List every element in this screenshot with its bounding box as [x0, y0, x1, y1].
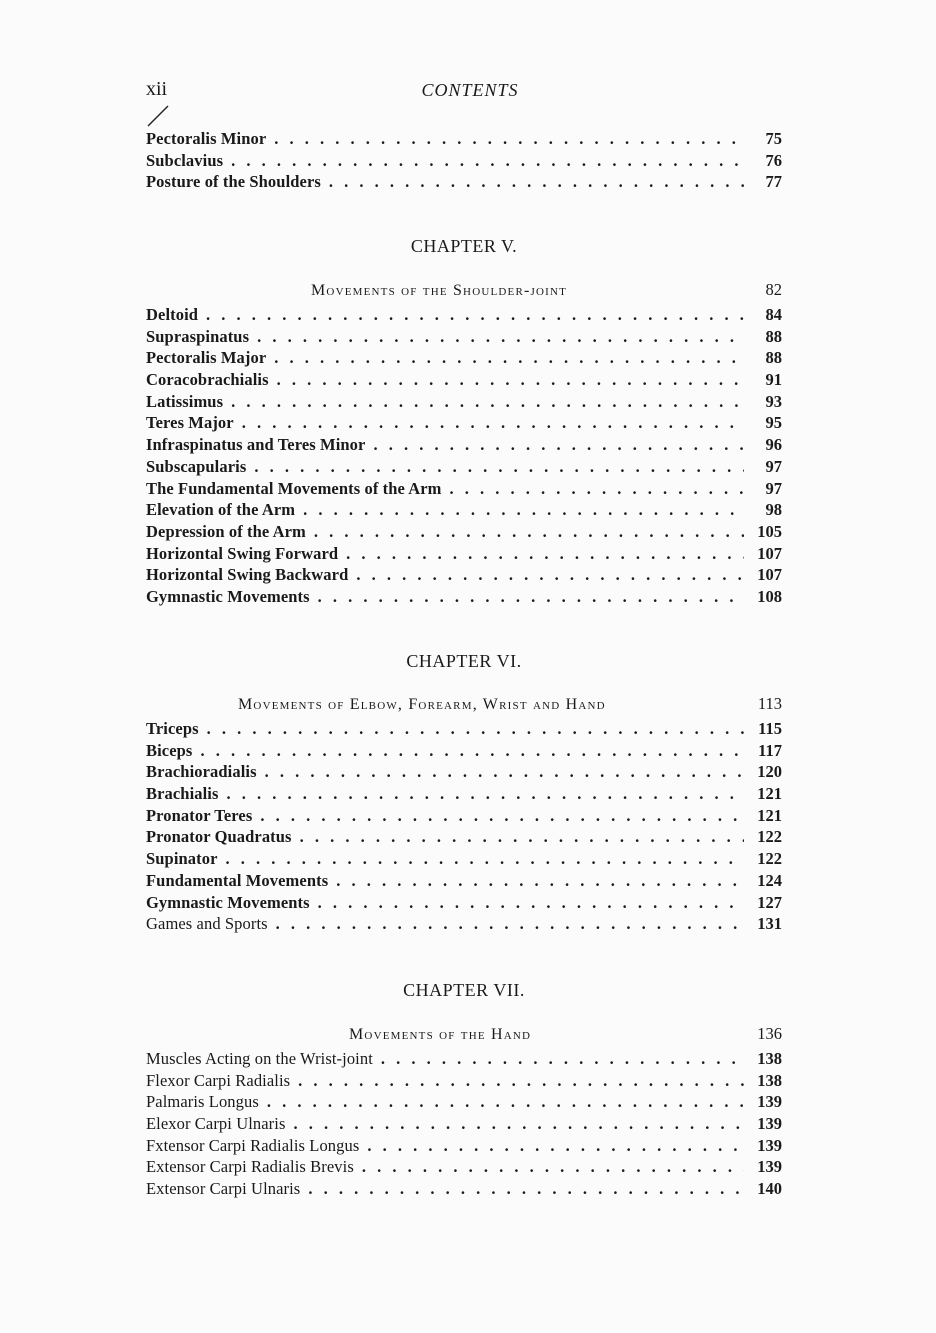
entry-label: Pronator Teres	[146, 805, 253, 825]
toc-entry[interactable]	[146, 171, 782, 193]
leader-dots	[373, 434, 744, 456]
chapter-5-contents	[146, 280, 782, 608]
section-page: 113	[757, 694, 782, 713]
entry-page: 120	[757, 762, 782, 782]
entry-label: Gymnastic Movements	[146, 892, 310, 912]
leader-dots	[242, 412, 744, 434]
pencil-tick-mark-icon	[146, 104, 170, 128]
toc-entry[interactable]	[146, 499, 782, 521]
toc-entry[interactable]	[146, 478, 782, 500]
entry-page: 139	[757, 1135, 782, 1155]
toc-entry[interactable]	[146, 826, 782, 848]
entry-page: 124	[757, 870, 782, 890]
entry-label: Fundamental Movements	[146, 870, 329, 890]
toc-entry[interactable]	[146, 892, 782, 914]
leader-dots	[231, 391, 744, 413]
entry-label: Elevation of the Arm	[146, 500, 296, 520]
entry-page: 98	[765, 500, 782, 520]
entry-label: Brachioradialis	[146, 762, 257, 782]
entry-label: Supinator	[146, 849, 218, 869]
leader-dots	[206, 304, 744, 326]
entry-label: Subscapularis	[146, 456, 247, 476]
leader-dots	[318, 892, 744, 914]
entry-label: Extensor Carpi Ulnaris	[146, 1179, 301, 1199]
entry-page: 139	[757, 1157, 782, 1177]
entry-page: 140	[757, 1179, 782, 1199]
entry-page: 115	[758, 719, 782, 738]
running-title: CONTENTS	[421, 80, 519, 100]
toc-entry[interactable]	[146, 586, 782, 608]
toc-entry[interactable]	[146, 326, 782, 348]
entry-page: 131	[757, 914, 782, 934]
entry-label: Biceps	[146, 740, 193, 760]
entry-page: 91	[765, 370, 782, 390]
entry-page: 77	[765, 172, 782, 192]
toc-entry[interactable]	[146, 434, 782, 456]
continued-entries	[146, 128, 782, 193]
entry-label: Horizontal Swing Backward	[146, 565, 349, 585]
leader-dots	[298, 1070, 744, 1092]
toc-entry[interactable]	[146, 761, 782, 783]
leader-dots	[265, 761, 744, 783]
section-heading[interactable]	[146, 1024, 782, 1048]
entry-page: 122	[757, 827, 782, 847]
entry-page: 93	[765, 391, 782, 411]
toc-entry[interactable]	[146, 1113, 782, 1135]
entry-page: 138	[757, 1070, 782, 1090]
toc-entry[interactable]	[146, 521, 782, 543]
chapter-heading: CHAPTER V.	[410, 236, 518, 256]
entry-page: 88	[765, 348, 782, 368]
page-number: xii	[146, 78, 168, 100]
leader-dots	[329, 171, 744, 193]
entry-label: Teres Major	[146, 413, 234, 433]
leader-dots	[450, 478, 744, 500]
leader-dots	[227, 783, 744, 805]
section-label: Movements of the Shoulder-joint	[311, 282, 568, 299]
entry-page: 107	[757, 565, 782, 585]
leader-dots	[314, 521, 744, 543]
leader-dots	[254, 456, 744, 478]
section-heading[interactable]	[146, 280, 782, 304]
leader-dots	[303, 499, 744, 521]
entry-page: 84	[765, 305, 782, 324]
entry-label: Posture of the Shoulders	[146, 172, 321, 192]
toc-entry[interactable]	[146, 369, 782, 391]
entry-label: Depression of the Arm	[146, 521, 306, 541]
entry-page: 117	[758, 740, 782, 760]
toc-entry[interactable]	[146, 456, 782, 478]
entry-page: 75	[765, 129, 782, 148]
entry-label: Games and Sports	[146, 914, 268, 934]
toc-entry[interactable]	[146, 128, 782, 150]
toc-entry[interactable]	[146, 412, 782, 434]
toc-entry[interactable]	[146, 304, 782, 326]
entry-label: Palmaris Longus	[146, 1092, 259, 1112]
toc-entry[interactable]	[146, 1048, 782, 1070]
entry-label: Brachialis	[146, 784, 219, 804]
leader-dots	[257, 326, 744, 348]
leader-dots	[308, 1178, 744, 1200]
leader-dots	[356, 564, 744, 586]
toc-entry[interactable]	[146, 913, 782, 935]
entry-page: 122	[757, 849, 782, 869]
entry-label: Extensor Carpi Radialis Brevis	[146, 1157, 354, 1177]
entry-page: 139	[757, 1114, 782, 1134]
entry-label: Pronator Quadratus	[146, 827, 292, 847]
entry-page: 76	[765, 150, 782, 170]
leader-dots	[267, 1091, 744, 1113]
entry-label: Horizontal Swing Forward	[146, 543, 339, 563]
toc-entry[interactable]	[146, 1070, 782, 1092]
leader-dots	[381, 1048, 744, 1070]
entry-page: 121	[757, 805, 782, 825]
entry-page: 121	[757, 784, 782, 804]
leader-dots	[260, 805, 744, 827]
entry-label: Pectoralis Major	[146, 348, 267, 368]
entry-label: Subclavius	[146, 150, 224, 170]
entry-page: 127	[757, 892, 782, 912]
section-page: 82	[765, 280, 782, 299]
entry-label: Supraspinatus	[146, 326, 250, 346]
leader-dots	[362, 1156, 744, 1178]
leader-dots	[300, 826, 744, 848]
entry-label: Muscles Acting on the Wrist-joint	[146, 1049, 373, 1068]
leader-dots	[276, 913, 744, 935]
entry-label: Gymnastic Movements	[146, 586, 310, 606]
page-header	[146, 78, 782, 106]
toc-entry[interactable]	[146, 805, 782, 827]
leader-dots	[231, 150, 744, 172]
entry-label: Pectoralis Minor	[146, 129, 267, 148]
entry-label: Infraspinatus and Teres Minor	[146, 435, 366, 455]
toc-entry[interactable]	[146, 347, 782, 369]
entry-label: Coracobrachialis	[146, 370, 269, 390]
entry-label: Latissimus	[146, 391, 224, 411]
leader-dots	[277, 369, 744, 391]
section-label: Movements of the Hand	[349, 1026, 532, 1043]
leader-dots	[293, 1113, 744, 1135]
entry-label: Elexor Carpi Ulnaris	[146, 1114, 286, 1134]
entry-page: 108	[757, 586, 782, 606]
entry-page: 138	[757, 1049, 782, 1068]
entry-label: Flexor Carpi Radialis	[146, 1070, 291, 1090]
entry-page: 97	[765, 478, 782, 498]
entry-page: 88	[765, 326, 782, 346]
entry-page: 105	[757, 521, 782, 541]
entry-label: Fxtensor Carpi Radialis Longus	[146, 1135, 360, 1155]
toc-entry[interactable]	[146, 1156, 782, 1178]
entry-page: 95	[765, 413, 782, 433]
toc-entry[interactable]	[146, 150, 782, 172]
leader-dots	[367, 1135, 744, 1157]
section-label: Movements of Elbow, Forearm, Wrist and Hand	[238, 696, 606, 713]
toc-entry[interactable]	[146, 848, 782, 870]
leader-dots	[346, 543, 744, 565]
toc-entry[interactable]	[146, 783, 782, 805]
section-page: 136	[757, 1024, 782, 1043]
leader-dots	[318, 586, 744, 608]
section-heading[interactable]	[146, 694, 782, 718]
toc-entry[interactable]	[146, 740, 782, 762]
entry-page: 139	[757, 1092, 782, 1112]
entry-page: 97	[765, 456, 782, 476]
entry-label: Deltoid	[146, 305, 199, 324]
toc-entry[interactable]	[146, 1091, 782, 1113]
toc-entry[interactable]	[146, 391, 782, 413]
entry-label: Triceps	[146, 719, 199, 738]
toc-entry[interactable]	[146, 1178, 782, 1200]
entry-label: The Fundamental Movements of the Arm	[146, 478, 442, 498]
toc-entry[interactable]	[146, 564, 782, 586]
chapter-6-contents	[146, 694, 782, 935]
toc-entry[interactable]	[146, 1135, 782, 1157]
toc-entry[interactable]	[146, 543, 782, 565]
chapter-heading: CHAPTER VII.	[403, 980, 525, 1000]
leader-dots	[226, 848, 744, 870]
chapter-7-contents	[146, 1024, 782, 1200]
entry-page: 96	[765, 435, 782, 455]
leader-dots	[336, 870, 744, 892]
leader-dots	[274, 347, 744, 369]
chapter-heading: CHAPTER VI.	[406, 651, 522, 671]
toc-entry[interactable]	[146, 718, 782, 740]
entry-page: 107	[757, 543, 782, 563]
leader-dots	[207, 718, 744, 740]
leader-dots	[274, 128, 744, 150]
toc-entry[interactable]	[146, 870, 782, 892]
leader-dots	[200, 740, 744, 762]
